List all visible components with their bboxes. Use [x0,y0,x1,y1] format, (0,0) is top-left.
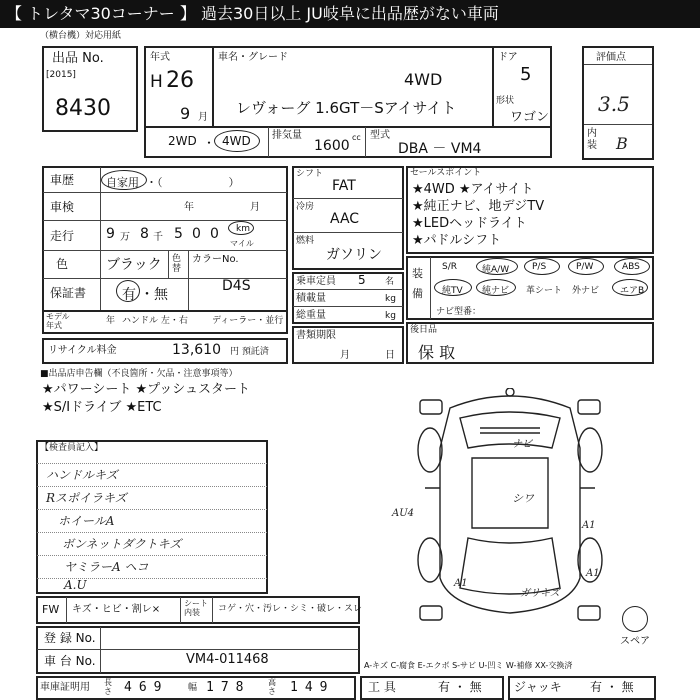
mileage-km-circle [228,221,254,235]
declaration-line-2: ★S/Iドライブ ★ETC [42,400,162,415]
docs-month-unit: 月 [340,350,350,361]
diagram-note-top: ナビ [512,439,532,450]
inspector-note-5: ヤミラーA ヘコ [64,560,149,574]
jack-label: ジャッキ [514,680,562,694]
score-value: 3.5 [598,92,630,116]
load-label: 積載量 [296,293,326,304]
inspector-note-3: ホイールA [58,514,115,528]
mileage-d5: 0 [210,226,219,242]
equip-aw-circle [476,258,518,275]
cert-long-label: 長さ [104,678,112,696]
inspector-label: 【検査員記入】 [40,443,104,453]
recycle-value: 13,610 [172,342,221,358]
year-era: H [150,72,163,92]
warranty-rest: ・無 [140,287,168,303]
mileage-u1: 万 [120,232,130,243]
model-year-unit: 年 [106,316,116,326]
diagram-note-rr: A1 [586,568,600,579]
model-year-label: モデル年式 [46,312,70,330]
color-label: 色 [56,257,69,271]
warranty-circle [116,280,140,302]
inspector-note-4: ボンネットダクトキズ [62,537,182,551]
cert-label: 車庫証明用 [40,682,90,693]
equip-ext-navi: 外ナビ [572,286,600,296]
cert-width-val: 178 [206,680,251,695]
equip-sr: S/R [442,262,457,272]
spare-tire-circle [622,606,648,632]
cert-long-val: 469 [124,680,169,695]
model-year-dealer: ディーラー・並行 [212,316,284,326]
chassis-label: 車 台 No. [44,654,96,668]
drive-4wd-circle [214,130,260,152]
docs-day-unit: 日 [385,350,395,361]
jack-value: 有 ・ 無 [590,680,634,694]
mileage-label: 走行 [50,229,75,243]
inspector-note-6: A.U [64,578,87,592]
lot-label: 出品 No. [52,51,104,66]
seat-label: シート内装 [184,599,208,617]
interior-label: 内装 [587,128,597,151]
interior-value: B [616,134,628,153]
chassis-value: VM4-011468 [186,652,269,667]
after-value: 保 取 [418,343,456,362]
body-style-value: ワゴン [510,110,550,125]
year-month: 9 [180,104,191,123]
color-code-value: D4S [222,278,251,294]
warranty-value: 有 [122,287,136,303]
mileage-unit-mile: マイル [230,239,254,248]
mileage-u2: 千 [153,232,163,243]
load-unit: kg [385,294,396,304]
equip-navi-circle [476,279,516,296]
equip-airbag-circle [612,279,648,296]
registration-label: 登 録 No. [44,631,96,645]
equip-aw: 純A/W [482,265,510,275]
shift-label: シフト [296,169,324,179]
history-label: 車歴 [50,173,75,187]
equip-leather: 革シート [526,286,563,296]
mileage-d4: 0 [192,226,201,242]
inspection-year-unit: 年 [184,202,194,213]
equipment-label: 装備 [412,267,423,300]
fuel-label: 燃料 [296,236,315,246]
type-value: DBA － VM4 [398,141,482,157]
equip-tv-circle [434,279,472,296]
year-value: 26 [166,68,194,93]
equip-airbag: エアB [620,286,645,296]
sales-line-1: ★4WD ★アイサイト [412,182,534,197]
sales-label: セールスポイント [410,168,482,178]
recycle-label: リサイクル料金 [48,345,117,356]
lot-year-tag: [2015] [46,70,76,80]
fuel-value: ガソリン [326,247,382,263]
equip-ps: P/S [532,262,547,272]
diagram-note-center: シワ [512,492,534,505]
sales-line-2: ★純正ナビ、地デジTV [412,199,545,214]
score-label: 評価点 [596,52,626,63]
cooler-label: 冷房 [296,202,315,212]
type-label: 型式 [370,130,390,141]
declaration-label: ■出品店申告欄（不良箇所・欠品・注意事項等） [40,369,238,379]
after-label: 後日品 [410,325,438,335]
year-month-unit: 月 [198,112,208,123]
inspection-month-unit: 月 [250,202,260,213]
doors-label: ドア [498,52,518,63]
history-circle [101,170,147,190]
inspector-note-2: Rスポイラキズ [46,491,127,505]
spare-label: スペア [620,636,650,647]
displacement-value: 1600 [314,138,350,154]
equip-pw: P/W [576,262,594,272]
seat-text: コゲ・穴・汚レ・シミ・破レ・スレ [218,604,363,614]
displacement-unit: cc [352,133,361,142]
docs-label: 書類期限 [296,330,336,341]
banner-text: 【 トレタマ30コーナー 】 過去30日以上 JU岐阜に出品歴がない車両 [6,4,499,23]
mileage-d1: 9 [106,226,115,242]
diagram-note-rl: A1 [454,578,468,589]
declaration-line-1: ★パワーシート ★プッシュスタート [42,382,251,397]
mileage-unit-km: km [236,224,250,234]
equip-tv: 純TV [442,286,463,296]
model-name: レヴォーグ 1.6GT－Sアイサイト [236,99,457,117]
color-code-label: カラーNo. [192,254,239,265]
defect-legend: A-キズ C-腐食 E-エクボ S-サビ U-凹ミ W-補修 XX-交換済 [364,661,573,670]
mileage-d2: 8 [140,226,149,242]
capacity-unit: 名 [385,277,395,287]
navi-model-label: ナビ型番： [436,307,482,317]
inspector-note-1: ハンドルキズ [46,468,118,482]
model-drive: 4WD [404,70,443,89]
color-value: ブラック [106,257,162,273]
displacement-label: 排気量 [272,130,302,141]
diagram-note-left: AU4 [392,508,415,519]
cooler-value: AAC [330,211,360,227]
capacity-label: 乗車定員 [296,276,336,287]
recycle-unit: 円 預託済 [230,347,269,357]
body-style-label: 形状 [496,96,515,106]
warranty-label: 保証書 [50,286,87,300]
cert-width-label: 幅 [188,683,198,693]
gross-label: 総重量 [296,310,326,321]
gross-unit: kg [385,311,396,321]
lot-number: 8430 [55,96,111,121]
model-label: 車名・グレード [218,52,288,63]
inspection-label: 車検 [50,200,75,214]
drive-4wd: 4WD [222,134,251,148]
equip-navi: 純ナビ [482,286,510,296]
shift-value: FAT [332,178,356,194]
doors-value: 5 [520,64,532,85]
sales-line-4: ★パドルシフト [412,233,502,248]
tools-label: 工 具 [368,680,396,694]
history-value: 自家用 [106,176,139,189]
fw-label: FW [42,603,60,616]
diagram-note-bottom: ガリキズ [520,588,560,599]
form-subheader: （横台機）対応用紙 [40,31,122,41]
cert-height-label: 高さ [268,678,276,696]
equip-pw-circle [568,258,604,275]
drive-2wd: 2WD [168,134,197,148]
mileage-d3: 5 [174,226,183,242]
equip-ps-circle [524,258,560,275]
drive-sep: ・ [203,136,216,150]
color-change-label: 色替 [172,254,182,274]
fw-text: キズ・ヒビ・割レ× [72,604,161,615]
equip-abs: ABS [622,262,640,272]
model-year-handle: ハンドル 左・右 [122,316,188,326]
tools-value: 有 ・ 無 [438,680,482,694]
diagram-note-right: A1 [582,520,596,531]
year-label: 年式 [150,52,170,63]
equip-abs-circle [614,258,650,275]
cert-height-val: 149 [290,680,335,695]
sales-line-3: ★LEDヘッドライト [412,216,527,231]
history-rest: ・（ ） [146,176,240,189]
capacity-value: 5 [358,273,366,287]
